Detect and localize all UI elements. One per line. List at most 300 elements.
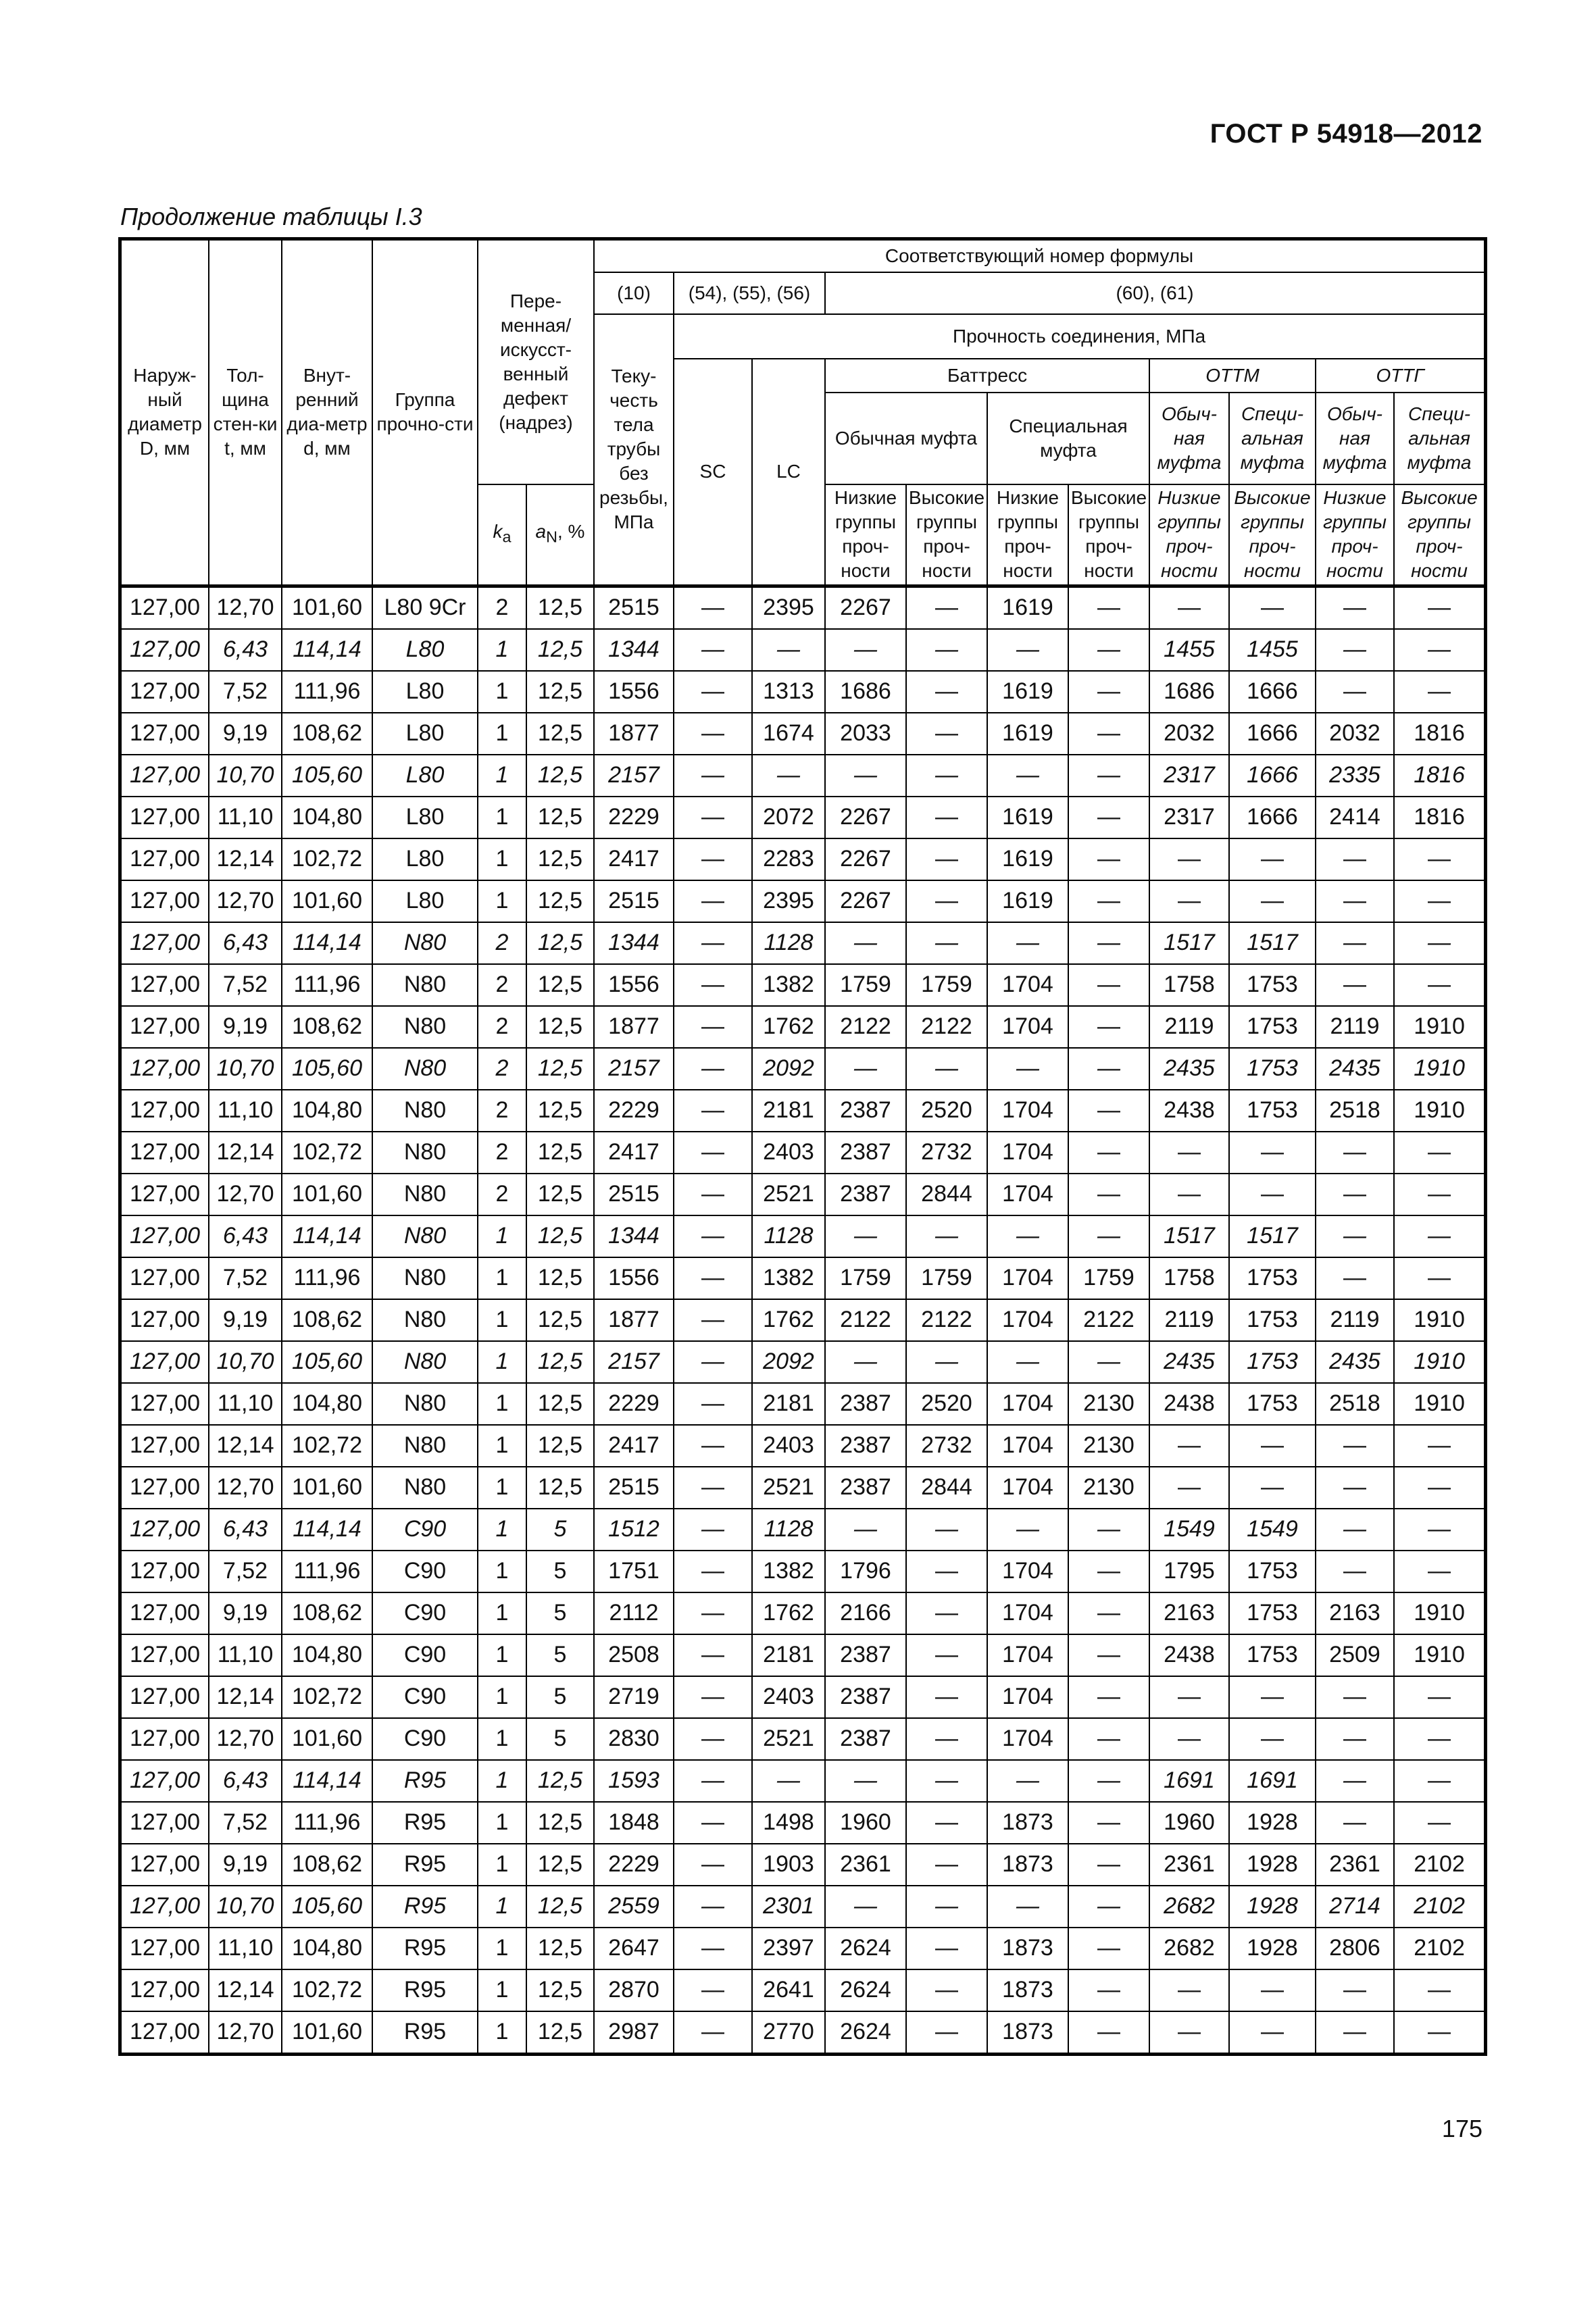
table-cell: 11,10 [209,1634,282,1676]
table-cell: 2 [478,1090,526,1132]
table-cell: 127,00 [121,1718,209,1760]
table-row [121,1802,1485,1844]
table-cell: 2987 [594,2011,674,2053]
table-cell: 1751 [594,1551,674,1592]
table-cell: 1691 [1229,1760,1316,1802]
table-cell: — [1394,1257,1485,1299]
table-cell: 12,5 [526,2011,594,2053]
table-cell: — [906,713,987,755]
table-cell: 1960 [1149,1802,1229,1844]
table-cell: C90 [372,1676,478,1718]
table-cell: 2714 [1316,1886,1394,1928]
table-cell: 127,00 [121,1090,209,1132]
table-cell: — [906,1341,987,1383]
table-cell: 2032 [1316,713,1394,755]
table-cell: — [674,1928,752,1969]
table-cell: 1910 [1394,1299,1485,1341]
table-cell: 12,5 [526,586,594,629]
table-row [121,1676,1485,1718]
table-row [121,1215,1485,1257]
table-cell: 1704 [987,1634,1068,1676]
table-cell: 2130 [1068,1383,1149,1425]
table-cell: 1512 [594,1509,674,1551]
table-cell: 101,60 [282,586,372,629]
table-cell: 2119 [1316,1006,1394,1048]
table-cell: 2417 [594,1425,674,1467]
table-cell: 127,00 [121,1048,209,1090]
table-cell: 2732 [906,1132,987,1174]
table-row [121,1634,1485,1676]
table-cell: — [906,1215,987,1257]
table-cell: 1 [478,1676,526,1718]
table-cell: — [1068,1634,1149,1676]
table-cell: — [825,922,906,964]
table-cell: N80 [372,1006,478,1048]
table-cell: 1704 [987,1551,1068,1592]
table-cell: 1 [478,1802,526,1844]
table-cell: — [906,1718,987,1760]
table-cell: 111,96 [282,1802,372,1844]
table-cell: 12,70 [209,1467,282,1509]
table-cell: 1128 [752,922,825,964]
table-cell: 9,19 [209,1592,282,1634]
table-cell: — [1394,964,1485,1006]
table-cell: 1816 [1394,713,1485,755]
table-cell: 1 [478,1509,526,1551]
table-cell: — [1068,713,1149,755]
table-cell: 1753 [1229,1090,1316,1132]
table-cell: 12,5 [526,1215,594,1257]
table-cell: 1758 [1149,1257,1229,1299]
table-cell: 127,00 [121,964,209,1006]
col-lc: LC [752,359,825,586]
table-cell: 2102 [1394,1928,1485,1969]
table-cell: — [674,1215,752,1257]
table-cell: 1556 [594,671,674,713]
table-cell: — [1068,1592,1149,1634]
table-cell: 2435 [1149,1341,1229,1383]
table-cell: 2417 [594,838,674,880]
table-cell: 5 [526,1509,594,1551]
table-cell: 1 [478,1886,526,1928]
table-cell: 2509 [1316,1634,1394,1676]
table-cell: 1 [478,1551,526,1592]
table-cell: 2719 [594,1676,674,1718]
col-buttress-special: Специальная муфта [987,393,1149,484]
table-cell: 1 [478,838,526,880]
table-cell: — [1394,1467,1485,1509]
table-cell: 127,00 [121,671,209,713]
table-cell: 127,00 [121,1676,209,1718]
table-cell: 1666 [1229,713,1316,755]
table-cell: — [674,1760,752,1802]
table-cell: 104,80 [282,797,372,838]
table-cell: 1382 [752,1257,825,1299]
table-cell: 1517 [1229,1215,1316,1257]
table-cell: 5 [526,1592,594,1634]
table-cell: — [674,1676,752,1718]
table-cell: 102,72 [282,1676,372,1718]
table-cell: 2521 [752,1718,825,1760]
table-cell: 12,5 [526,1467,594,1509]
table-cell: 2387 [825,1634,906,1676]
table-cell: — [752,1760,825,1802]
table-cell: 114,14 [282,1215,372,1257]
table-row [121,838,1485,880]
table-cell: — [1068,1760,1149,1802]
table-cell: 1704 [987,1299,1068,1341]
table-cell: — [987,629,1068,671]
table-cell: 1753 [1229,1592,1316,1634]
table-cell: — [1229,1969,1316,2011]
col-formula-10: (10) [594,272,674,314]
table-cell: — [1229,2011,1316,2053]
table-cell: 1455 [1229,629,1316,671]
table-cell: — [674,755,752,797]
table-cell: 2122 [825,1299,906,1341]
table-cell: 2387 [825,1676,906,1718]
table-cell: — [1316,1718,1394,1760]
table-cell: — [1316,1969,1394,2011]
table-cell: 2435 [1316,1048,1394,1090]
table-cell: 11,10 [209,797,282,838]
table-cell: — [674,1718,752,1760]
table-cell: 2732 [906,1425,987,1467]
table-row [121,1718,1485,1760]
table-cell: — [987,922,1068,964]
table-cell: 6,43 [209,1760,282,1802]
table-cell: 104,80 [282,1090,372,1132]
table-cell: 1 [478,1383,526,1425]
table-cell: R95 [372,1802,478,1844]
table-cell: — [1394,1969,1485,2011]
table-cell: — [674,1969,752,2011]
table-cell: 12,14 [209,838,282,880]
table-cell: 1877 [594,1299,674,1341]
col-buttress-special-high: Высокие группы проч-ности [1068,484,1149,586]
data-table [120,239,1485,2054]
table-cell: N80 [372,1257,478,1299]
table-cell: — [1316,1760,1394,1802]
table-cell: 2521 [752,1174,825,1215]
table-cell: 5 [526,1676,594,1718]
table-cell: — [1068,671,1149,713]
table-cell: — [674,1299,752,1341]
table-cell: 2435 [1316,1341,1394,1383]
table-cell: — [674,1257,752,1299]
table-cell: — [906,797,987,838]
table-cell: 2119 [1149,1299,1229,1341]
table-cell: 7,52 [209,671,282,713]
table-cell: — [674,1634,752,1676]
table-cell: 12,5 [526,1425,594,1467]
table-cell: 1 [478,1257,526,1299]
table-cell: 1910 [1394,1383,1485,1425]
table-cell: — [674,1509,752,1551]
table-cell: — [906,1592,987,1634]
table-cell: 2515 [594,1467,674,1509]
table-cell: — [1394,1215,1485,1257]
table-cell: 1619 [987,713,1068,755]
table-cell: — [906,755,987,797]
table-cell: R95 [372,1886,478,1928]
table-cell: — [1316,922,1394,964]
table-cell: 1 [478,2011,526,2053]
table-cell: 1960 [825,1802,906,1844]
table-cell: 2417 [594,1132,674,1174]
table-cell: — [1394,1132,1485,1174]
table-cell: — [1316,1467,1394,1509]
table-cell: 105,60 [282,1048,372,1090]
table-cell: 12,5 [526,1886,594,1928]
table-cell: 1666 [1229,797,1316,838]
col-defect: Пере-менная/ искусст-венный дефект (надрез) [478,240,594,484]
table-cell: 1 [478,713,526,755]
table-cell: 2122 [1068,1299,1149,1341]
table-cell: — [1149,1676,1229,1718]
table-cell: 12,5 [526,1090,594,1132]
table-cell: 12,5 [526,1383,594,1425]
table-cell: 9,19 [209,1844,282,1886]
table-cell: — [1068,1928,1149,1969]
table-cell: 1753 [1229,1048,1316,1090]
table-cell: — [1394,1802,1485,1844]
table-cell: 2122 [825,1006,906,1048]
table-cell: 1816 [1394,797,1485,838]
table-cell: 1 [478,1969,526,2011]
table-cell: 1313 [752,671,825,713]
table-cell: 12,5 [526,1969,594,2011]
table-cell: 1556 [594,1257,674,1299]
table-cell: 1128 [752,1509,825,1551]
table-cell: 1704 [987,1718,1068,1760]
table-cell: 127,00 [121,838,209,880]
table-cell: 1928 [1229,1886,1316,1928]
table-cell: 6,43 [209,1509,282,1551]
table-cell: — [1149,2011,1229,2053]
table-row [121,1299,1485,1341]
table-row [121,1341,1485,1383]
table-cell: 2130 [1068,1425,1149,1467]
table-cell: 1549 [1149,1509,1229,1551]
table-cell: — [1068,1132,1149,1174]
table-cell: 101,60 [282,1718,372,1760]
table-cell: — [1394,2011,1485,2053]
table-cell: 1704 [987,1383,1068,1425]
table-cell: R95 [372,1928,478,1969]
table-cell: 2403 [752,1676,825,1718]
table-cell: 2414 [1316,797,1394,838]
table-row [121,880,1485,922]
table-cell: 1549 [1229,1509,1316,1551]
table-cell: 2770 [752,2011,825,2053]
table-cell: 1 [478,1425,526,1467]
table-cell: 1759 [825,1257,906,1299]
table-cell: 12,5 [526,797,594,838]
table-cell: 1796 [825,1551,906,1592]
col-ottg-regular: Обыч-ная муфта [1316,393,1394,484]
table-cell: 1 [478,1634,526,1676]
table-cell: 12,5 [526,1844,594,1886]
table-cell: 12,5 [526,1006,594,1048]
table-cell: 108,62 [282,1299,372,1341]
table-cell: 2229 [594,1090,674,1132]
col-buttress: Баттресс [825,359,1149,393]
table-cell: 104,80 [282,1383,372,1425]
table-cell: — [1316,964,1394,1006]
table-cell: 2387 [825,1718,906,1760]
table-cell: C90 [372,1592,478,1634]
table-cell: 1593 [594,1760,674,1802]
table-cell: — [1316,880,1394,922]
table-cell: 1 [478,1215,526,1257]
table-cell: 2403 [752,1425,825,1467]
col-ottg-high: Высокие группы проч-ности [1394,484,1485,586]
table-row [121,1048,1485,1090]
table-cell: 108,62 [282,1592,372,1634]
col-an: $a_N$, % [526,484,594,586]
table-cell: 2119 [1316,1299,1394,1341]
table-cell: — [674,1048,752,1090]
table-cell: 2122 [906,1006,987,1048]
table-cell: 2157 [594,1048,674,1090]
table-cell: 2438 [1149,1383,1229,1425]
table-cell: 127,00 [121,1634,209,1676]
col-ottm: ОТТМ [1149,359,1316,393]
table-cell: 2559 [594,1886,674,1928]
table-cell: 2072 [752,797,825,838]
table-cell: 6,43 [209,922,282,964]
table-cell: 1128 [752,1215,825,1257]
table-body [121,586,1485,2053]
table-cell: 1816 [1394,755,1485,797]
table-cell: 2092 [752,1048,825,1090]
table-cell: — [987,1509,1068,1551]
table-cell: 1 [478,1592,526,1634]
table-cell: 127,00 [121,1425,209,1467]
table-cell: — [674,629,752,671]
table-cell: 1517 [1149,1215,1229,1257]
table-cell: 2520 [906,1090,987,1132]
table-cell: — [906,1844,987,1886]
table-cell: — [1068,1048,1149,1090]
table-row [121,1969,1485,2011]
table-cell: — [906,1928,987,1969]
table-cell: 2267 [825,586,906,629]
table-cell: 6,43 [209,1215,282,1257]
table-cell: L80 [372,629,478,671]
table-cell: 111,96 [282,964,372,1006]
table-cell: — [1068,1174,1149,1215]
table-cell: 2844 [906,1467,987,1509]
table-cell: 114,14 [282,629,372,671]
table-cell: — [825,1215,906,1257]
table-cell: — [1394,1509,1485,1551]
table-cell: L80 [372,671,478,713]
table-cell: — [1394,629,1485,671]
table-cell: — [1068,1676,1149,1718]
col-yield: Теку-честь тела трубы без резьбы, МПа [594,314,674,586]
table-cell: — [752,755,825,797]
table-cell: 1873 [987,1802,1068,1844]
col-buttress-regular-high: Высокие группы проч-ности [906,484,987,586]
table-cell: 1 [478,629,526,671]
table-cell: 1753 [1229,1006,1316,1048]
table-cell: 2 [478,586,526,629]
table-cell: — [674,1132,752,1174]
table-row [121,1383,1485,1425]
table-cell: N80 [372,1174,478,1215]
table-cell: — [906,922,987,964]
table-cell: 2361 [1316,1844,1394,1886]
table-cell: 2335 [1316,755,1394,797]
table-cell: 1619 [987,838,1068,880]
table-cell: — [1068,1802,1149,1844]
col-ottm-high: Высокие группы проч-ности [1229,484,1316,586]
table-cell: 1704 [987,964,1068,1006]
table-cell: — [1149,1718,1229,1760]
table-cell: — [674,1174,752,1215]
table-cell: 114,14 [282,922,372,964]
table-cell: 2181 [752,1383,825,1425]
table-cell: — [1229,1132,1316,1174]
table-cell: — [1068,964,1149,1006]
table-cell: 2361 [1149,1844,1229,1886]
table-cell: — [1068,1886,1149,1928]
table-cell: — [825,1341,906,1383]
table-cell: 1910 [1394,1090,1485,1132]
table-cell: — [1149,1425,1229,1467]
table-cell: 2130 [1068,1467,1149,1509]
col-outer-diameter: Наруж-ный диаметр D, мм [121,240,209,586]
table-cell: — [1068,755,1149,797]
table-cell: — [825,1886,906,1928]
table-cell: — [674,838,752,880]
table-cell: — [1068,922,1149,964]
table-cell: — [674,1551,752,1592]
table-cell: N80 [372,1215,478,1257]
table-cell: 5 [526,1551,594,1592]
table-cell: 2682 [1149,1886,1229,1928]
table-cell: 12,5 [526,1928,594,1969]
table-cell: — [1316,671,1394,713]
col-formula-60-61: (60), (61) [825,272,1485,314]
table-cell: 12,5 [526,1299,594,1341]
table-cell: — [674,880,752,922]
table-cell: — [1068,1718,1149,1760]
table-cell: 2119 [1149,1006,1229,1048]
table-row [121,1551,1485,1592]
table-cell: 1686 [825,671,906,713]
table-cell: R95 [372,1969,478,2011]
table-cell: — [674,671,752,713]
table-cell: 127,00 [121,2011,209,2053]
table-cell: C90 [372,1634,478,1676]
table-cell: 1762 [752,1592,825,1634]
table-cell: 1910 [1394,1592,1485,1634]
table-cell: 9,19 [209,1299,282,1341]
table-cell: — [1149,1467,1229,1509]
table-cell: 12,14 [209,1969,282,2011]
table-cell: — [906,880,987,922]
table-cell: 12,14 [209,1676,282,1718]
table-cell: 1704 [987,1425,1068,1467]
table-cell: 1910 [1394,1634,1485,1676]
table-cell: 2641 [752,1969,825,2011]
table-cell: 2518 [1316,1383,1394,1425]
table-cell: 1759 [1068,1257,1149,1299]
table-cell: 1 [478,1928,526,1969]
